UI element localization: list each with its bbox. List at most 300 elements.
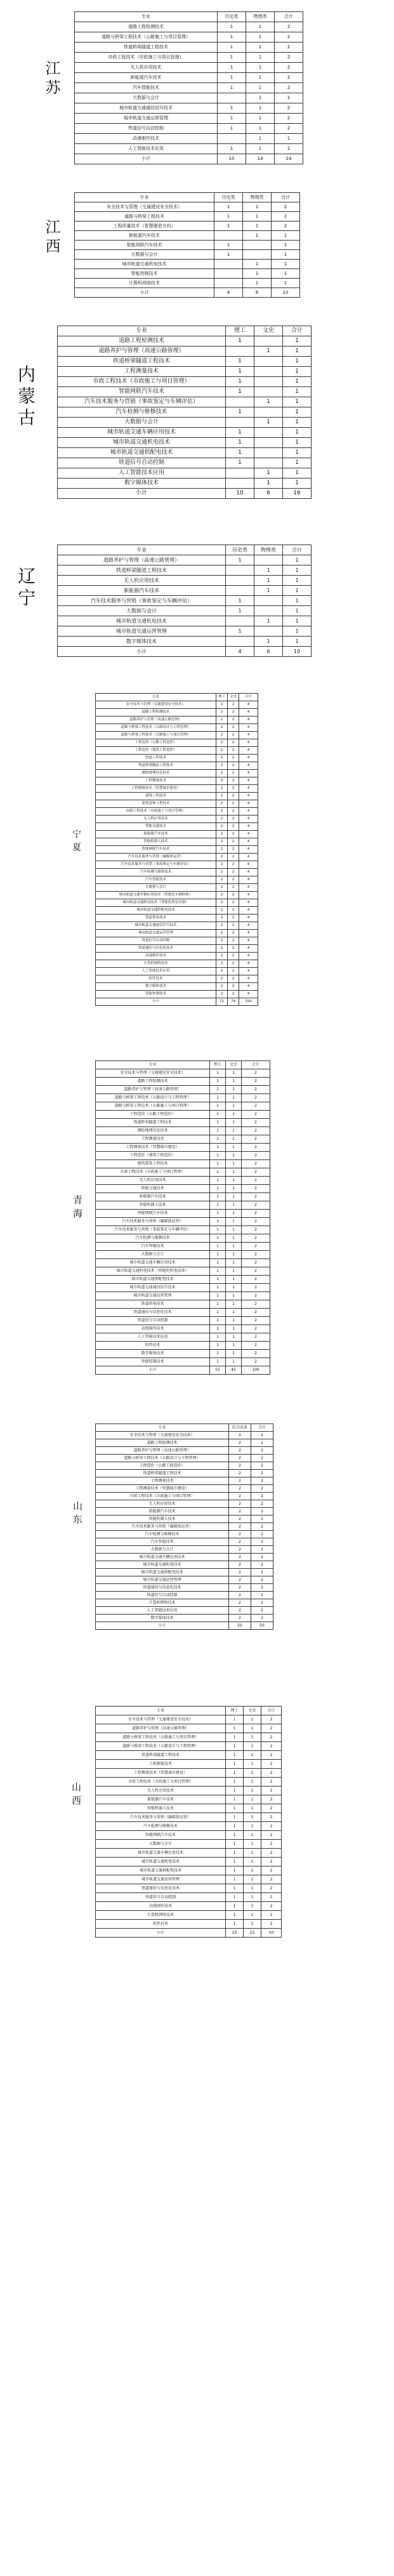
count-cell: 2 [261,1840,282,1849]
major-name-cell: 铁道桥梁隧道工程技术 [96,1470,229,1477]
major-name-cell: 软件技术 [96,1342,210,1350]
count-cell: 1 [246,93,275,103]
count-cell: 2 [228,869,239,876]
count-cell: 1 [210,1177,226,1185]
table-row [58,468,312,479]
count-cell: 2 [251,1455,273,1462]
count-cell: 1 [226,1858,244,1866]
count-cell: 2 [242,1317,270,1325]
count-cell: 2 [228,899,239,907]
count-cell: 2 [242,1144,270,1152]
count-cell: 1 [246,103,275,114]
count-cell: 1 [283,418,312,428]
count-cell: 2 [229,1599,251,1607]
count-cell: 1 [226,438,254,448]
count-cell: 2 [216,739,228,747]
count-cell: 2 [242,1251,270,1259]
count-cell: 1 [226,1751,244,1760]
count-cell: 2 [228,831,239,838]
count-cell: 1 [283,336,312,347]
table-row [58,586,312,596]
count-cell: 4 [239,945,258,953]
table-row [96,1439,273,1447]
major-name-cell: 数字媒体技术 [96,1615,229,1622]
table-row [96,1226,270,1234]
count-cell: 2 [242,1300,270,1309]
table-row [96,1447,273,1455]
table-row [96,1292,270,1300]
count-cell: 50 [251,1622,273,1630]
table-row [96,1234,270,1243]
major-name-cell: 道路与桥梁工程技术（公路设计与工程管理） [96,1455,229,1462]
count-cell: 2 [216,747,228,755]
subtotal-row [96,1622,273,1630]
count-cell: 2 [216,960,228,968]
province-section [0,314,394,508]
count-cell: 1 [254,586,283,596]
major-name-cell: 大数据与会计 [75,250,214,260]
count-cell: 2 [216,717,228,724]
count-cell: 1 [226,1358,242,1366]
major-name-cell: 汽车智能技术 [96,876,216,884]
table-row [96,717,258,724]
table-row [96,1875,282,1884]
enrollment-table [57,326,312,499]
count-cell: 4 [239,983,258,991]
count-cell: 1 [214,241,243,250]
count-cell: 2 [228,937,239,945]
count-cell: 2 [229,1523,251,1531]
count-cell: 1 [244,1778,261,1787]
count-cell: 2 [251,1615,273,1622]
count-cell: 2 [229,1500,251,1508]
major-name-cell: 人工智能技术应用 [96,968,216,975]
count-cell: 2 [242,1102,270,1111]
count-cell: 2 [251,1592,273,1599]
count-cell: 1 [244,1751,261,1760]
count-cell: 1 [210,1168,226,1177]
major-name-cell: 建筑装饰工程技术 [96,800,216,808]
table-row [96,1177,270,1185]
enrollment-table [95,1423,273,1630]
count-cell: 1 [283,637,312,647]
major-name-cell: 计算机网络技术 [96,960,216,968]
province-label: 江西 [43,219,60,257]
count-cell: 1 [244,1840,261,1849]
count-cell: 2 [216,983,228,991]
count-cell: 1 [244,1724,261,1733]
count-cell: 2 [251,1470,273,1477]
count-cell: 1 [210,1127,226,1135]
table-row [75,114,303,124]
enrollment-table [95,1706,282,1938]
table-row [75,269,300,279]
count-cell: 2 [216,785,228,793]
count-cell [254,606,283,616]
count-cell: 4 [239,785,258,793]
major-name-cell: 铁道信号自动控制 [96,1893,226,1902]
table-row [96,701,258,709]
count-cell: 2 [228,717,239,724]
count-cell: 2 [275,63,303,73]
count-cell: 2 [251,1493,273,1500]
major-name-cell: 道路养护与管理（高速公路管理） [96,1447,229,1455]
count-cell: 4 [226,647,254,657]
table-row [96,975,258,983]
count-cell: 1 [226,1193,242,1201]
major-name-cell: 工程造价（公路工程造价） [96,1462,229,1470]
column-header: 合计 [239,694,258,701]
major-name-cell: 智能交通技术 [96,823,216,831]
count-cell [254,448,283,458]
count-cell: 1 [210,1243,226,1251]
count-cell: 71 [216,998,228,1006]
count-cell: 2 [251,1607,273,1615]
major-name-cell: 数字媒体技术 [96,1350,210,1358]
count-cell: 4 [239,975,258,983]
table-row [58,555,312,565]
province-section [0,1693,394,1944]
table-row [96,1358,270,1366]
count-cell: 4 [239,762,258,770]
count-cell: 2 [242,1069,270,1078]
table-row [96,1218,270,1226]
count-cell: 1 [210,1358,226,1366]
count-cell: 2 [228,808,239,816]
count-cell [254,626,283,637]
table-row [96,854,258,861]
table-row [96,1259,270,1267]
count-cell: 100 [242,1366,270,1375]
count-cell: 1 [283,367,312,377]
count-cell: 2 [229,1569,251,1576]
count-cell: 2 [228,770,239,777]
count-cell: 2 [261,1822,282,1831]
major-name-cell: 大数据与会计 [96,1840,226,1849]
major-name-cell: 汽车技术服务与营销（融媒体运营） [96,1813,226,1822]
count-cell: 4 [239,709,258,717]
count-cell: 2 [216,869,228,876]
count-cell: 1 [226,1724,244,1733]
count-cell [254,357,283,367]
table-row [96,739,258,747]
count-cell: 1 [218,103,246,114]
count-cell: 1 [210,1102,226,1111]
table-row [96,1470,273,1477]
major-name-cell: 动漫制作技术 [96,953,216,960]
count-cell: 1 [283,448,312,458]
table-row [75,32,303,43]
count-cell: 1 [218,63,246,73]
count-cell: 1 [210,1300,226,1309]
count-cell: 4 [239,884,258,892]
count-cell: 2 [275,124,303,134]
table-row [58,357,312,367]
major-name-cell: 工程测量技术（智慧城市建设） [96,1144,210,1152]
count-cell: 4 [239,770,258,777]
major-name-cell: 市政工程技术（市政施工与项目管理） [96,1778,226,1787]
count-cell: 2 [216,793,228,800]
table-row [96,1733,282,1742]
major-name-cell: 汽车智能技术 [75,83,218,93]
table-row [75,103,303,114]
count-cell: 2 [242,1119,270,1127]
table-row [58,596,312,606]
table-row [75,124,303,134]
province-label: 辽宁 [15,567,36,610]
count-cell: 6 [254,647,283,657]
major-name-cell: 道路与桥梁工程技术（公路设计与工程管理） [96,1742,226,1751]
major-name-cell: 汽车技术服务与营销（事故鉴定与车辆评估） [58,397,226,407]
major-name-cell: 汽车检测与维修技术 [96,869,216,876]
major-name-cell: 城市轨道交通车辆应用技术 [96,1849,226,1858]
count-cell: 4 [239,816,258,823]
major-name-cell: 城市轨道交通运营管理 [75,114,218,124]
table-row [96,915,258,922]
count-cell: 2 [261,1813,282,1822]
count-cell: 2 [242,1218,270,1226]
count-cell: 2 [216,831,228,838]
table-row [58,387,312,397]
table-row [75,260,300,269]
count-cell: 1 [272,231,300,241]
table-row [96,1477,273,1485]
table-row [96,1715,282,1724]
major-name-cell: 汽车技术服务与营销（事故鉴定与车辆评估） [96,861,216,869]
count-cell: 2 [242,1292,270,1300]
major-name-cell: 测绘地理信息技术 [96,1127,210,1135]
count-cell: 1 [218,32,246,43]
major-name-cell: 安全技术与管理（交通建设安全技术） [75,202,214,212]
count-cell: 1 [226,1884,244,1893]
count-cell: 1 [244,1760,261,1769]
count-cell: 2 [229,1554,251,1561]
count-cell: 1 [254,347,283,357]
count-cell [254,438,283,448]
count-cell: 1 [226,1742,244,1751]
count-cell: 4 [239,854,258,861]
table-row [75,231,300,241]
table-header-row [96,1061,270,1069]
major-name-cell: 城市轨道交通机电技术 [96,1561,229,1569]
table-header-row [96,694,258,701]
table-row [96,1243,270,1251]
count-cell: 2 [242,1160,270,1168]
major-name-cell: 计算机网络技术 [75,279,214,288]
count-cell: 2 [228,724,239,732]
count-cell: 2 [242,1259,270,1267]
count-cell: 2 [251,1554,273,1561]
table-row [96,1210,270,1218]
major-name-cell: 工程测量技术 [96,777,216,785]
table-row [58,347,312,357]
major-name-cell: 无人机应用技术 [96,1787,226,1795]
count-cell: 1 [226,336,254,347]
count-cell: 4 [239,930,258,937]
major-name-cell: 市政工程技术（市政施工与项目管理） [96,1493,229,1500]
major-name-cell: 汽车技术服务与营销（融媒体运营） [96,1218,210,1226]
major-name-cell: 城市轨道交通机电技术（智能化机电设备） [96,899,216,907]
count-cell: 2 [242,1350,270,1358]
table-row [96,1342,270,1350]
major-name-cell: 汽车检测与维修技术 [58,407,226,418]
count-cell: 1 [226,626,254,637]
province-label: 山东 [72,1501,83,1528]
count-cell: 1 [218,124,246,134]
count-cell: 55 [210,1366,226,1375]
count-cell: 1 [210,1119,226,1127]
count-cell: 1 [226,1325,242,1333]
count-cell: 1 [226,1201,242,1210]
count-cell: 1 [246,53,275,63]
table-row [96,1317,270,1325]
count-cell: 1 [246,124,275,134]
count-cell: 1 [254,616,283,626]
major-name-cell: 工程质量技术（智慧建造方向） [75,221,214,231]
count-cell: 4 [239,991,258,998]
count-cell: 2 [228,945,239,953]
major-name-cell: 城市轨道交通运营管理 [96,930,216,937]
count-cell: 2 [228,762,239,770]
count-cell: 1 [272,260,300,269]
major-name-cell: 道路与桥梁工程技术（公路施工与项目管理） [96,732,216,739]
count-cell: 1 [244,1822,261,1831]
count-cell: 1 [283,347,312,357]
count-cell: 1 [226,1333,242,1342]
count-cell: 1 [226,1769,244,1778]
count-cell: 1 [244,1875,261,1884]
count-cell: 2 [261,1778,282,1787]
count-cell: 1 [244,1849,261,1858]
count-cell: 1 [226,596,254,606]
major-name-cell: 市政工程技术（市政施工与项目管理） [58,377,226,387]
table-row [96,1742,282,1751]
count-cell: 2 [242,1185,270,1193]
count-cell: 2 [229,1439,251,1447]
column-header: 合计 [251,1424,273,1432]
enrollment-table [74,11,303,164]
count-cell: 6 [243,288,272,298]
count-cell [226,479,254,489]
count-cell: 2 [228,975,239,983]
enrollment-table [95,693,258,1006]
column-header: 理工 [226,326,254,336]
count-cell: 2 [242,1234,270,1243]
count-cell: 2 [229,1485,251,1493]
count-cell: 2 [216,861,228,869]
count-cell: 2 [272,202,300,212]
major-name-cell: 城市轨道交通车辆应用技术 [96,1259,210,1267]
count-cell: 2 [228,953,239,960]
count-cell: 2 [242,1276,270,1284]
count-cell: 1 [244,1813,261,1822]
major-name-cell: 大数据与会计 [96,1546,229,1554]
count-cell: 2 [261,1902,282,1911]
major-name-cell: 智能机器人技术 [96,1804,226,1813]
count-cell: 4 [239,846,258,854]
major-name-cell: 汽车技术服务与营销（事故鉴定与车辆评估） [58,596,226,606]
table-row [58,407,312,418]
count-cell: 2 [228,930,239,937]
count-cell [214,231,243,241]
count-cell: 4 [239,739,258,747]
count-cell: 1 [243,202,272,212]
table-row [96,1094,270,1102]
count-cell: 150 [239,998,258,1006]
column-header: 物理类 [254,545,283,555]
major-name-cell: 数字媒体技术 [58,637,226,647]
major-name-cell: 智能网联汽车技术 [75,241,214,250]
count-cell: 1 [283,377,312,387]
count-cell: 2 [251,1523,273,1531]
count-cell: 2 [261,1884,282,1893]
major-name-cell: 汽车技术服务与营销（融媒体运营） [96,854,216,861]
count-cell: 2 [242,1177,270,1185]
count-cell: 2 [216,937,228,945]
count-cell: 2 [275,114,303,124]
subtotal-row [58,647,312,657]
major-name-cell: 铁道信号自动控制 [96,1592,229,1599]
major-name-cell: 铁道桥梁隧道工程技术 [96,1751,226,1760]
table-row [96,1300,270,1309]
count-cell: 1 [246,43,275,53]
count-cell: 1 [244,1715,261,1724]
province-section [0,1412,394,1641]
count-cell: 1 [254,565,283,576]
count-cell: 2 [216,808,228,816]
count-cell: 1 [210,1342,226,1350]
major-name-cell: 铁道桥梁隧道工程技术 [58,357,226,367]
major-name-cell: 汽车智能技术 [96,1243,210,1251]
count-cell: 4 [239,899,258,907]
count-cell: 2 [228,968,239,975]
table-row [96,732,258,739]
major-name-cell: 无人机应用技术 [75,63,218,73]
count-cell: 2 [228,823,239,831]
table-row [96,1251,270,1259]
count-cell: 2 [228,854,239,861]
table-row [96,922,258,930]
count-cell: 4 [239,800,258,808]
count-cell: 2 [251,1485,273,1493]
count-cell: 2 [228,739,239,747]
count-cell: 1 [244,1866,261,1875]
subtotal-row [96,1929,282,1938]
count-cell: 1 [244,1787,261,1795]
table-row [96,816,258,823]
major-name-cell: 软件技术 [96,975,216,983]
count-cell: 1 [210,1226,226,1234]
major-name-cell: 工程测量技术 [96,1760,226,1769]
count-cell [226,397,254,407]
column-header: 合计 [283,326,312,336]
count-cell: 2 [229,1455,251,1462]
table-row [96,1516,273,1523]
count-cell: 1 [244,1911,261,1920]
count-cell: 2 [229,1546,251,1554]
count-cell: 2 [251,1447,273,1455]
table-row [75,93,303,103]
count-cell: 1 [210,1201,226,1210]
count-cell: 2 [228,701,239,709]
count-cell: 2 [261,1849,282,1858]
column-header: 合计 [272,193,300,202]
count-cell: 2 [216,930,228,937]
count-cell: 2 [261,1866,282,1875]
count-cell: 1 [246,22,275,32]
table-row [96,1284,270,1292]
major-name-cell: 大数据与会计 [96,1251,210,1259]
